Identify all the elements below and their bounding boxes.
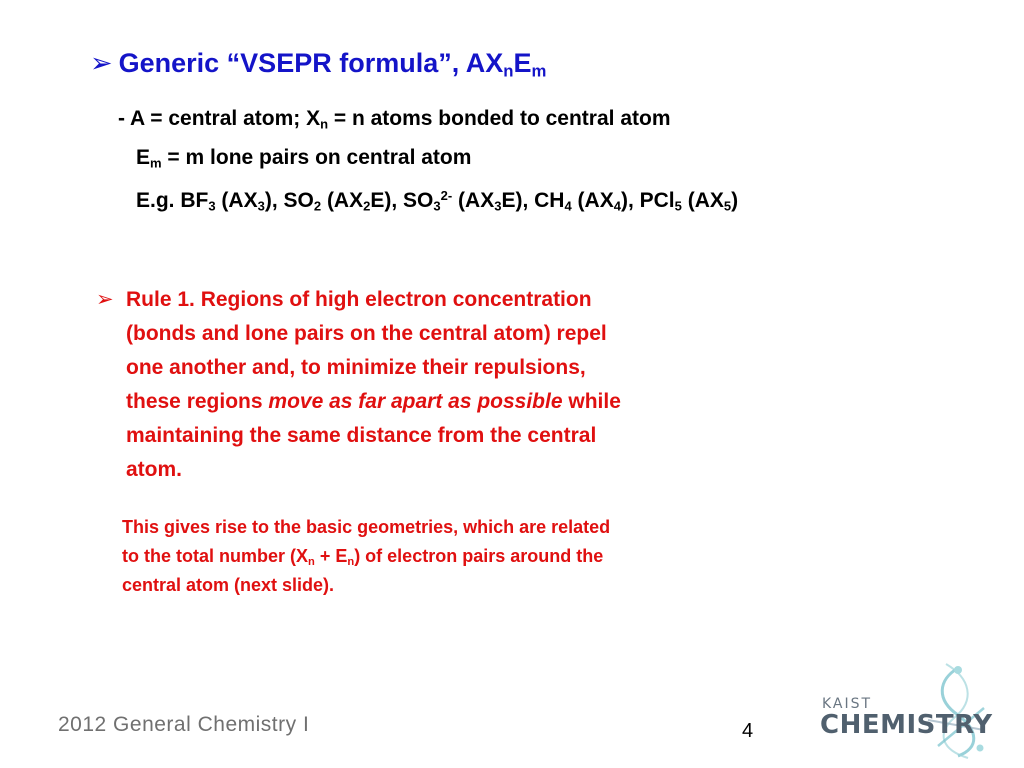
rule-line: maintaining the same distance from the central bbox=[126, 424, 597, 447]
rule-line4-a: these regions bbox=[126, 390, 269, 413]
slide-title bbox=[90, 48, 546, 79]
def1-sub: n bbox=[320, 116, 329, 132]
ex-text: ), SO bbox=[264, 189, 314, 212]
rule-line: Rule 1. Regions of high electron concentration bbox=[126, 288, 592, 311]
def1-text-b: = n atoms bonded to central atom bbox=[328, 107, 671, 130]
ex-sub: 3 bbox=[494, 198, 502, 214]
kaist-chemistry-logo bbox=[808, 660, 992, 760]
ex-sub: 5 bbox=[723, 198, 732, 214]
ex-text: ), PCl bbox=[620, 189, 675, 212]
definition-central-atom bbox=[118, 107, 671, 131]
title-sub-m: m bbox=[531, 61, 547, 81]
note-text: to the total number (X bbox=[122, 546, 308, 566]
geometry-note bbox=[122, 513, 842, 600]
rule-text bbox=[126, 283, 816, 487]
rule-line bbox=[126, 385, 816, 419]
note-sub: n bbox=[308, 556, 315, 569]
ex-text: E), SO bbox=[370, 189, 434, 212]
note-line: This gives rise to the basic geometries, which are related bbox=[122, 517, 611, 537]
ex-text: ) bbox=[731, 189, 739, 212]
definition-lone-pairs bbox=[136, 146, 471, 170]
title-e: E bbox=[513, 48, 532, 78]
course-footer: 2012 General Chemistry I bbox=[58, 713, 310, 736]
examples-line bbox=[136, 189, 738, 213]
ex-text: (AX bbox=[681, 189, 724, 212]
ex-sub: 3 bbox=[208, 198, 216, 214]
note-text: + E bbox=[314, 546, 348, 566]
arrow-bullet-icon: ➢ bbox=[90, 48, 113, 78]
ex-sub: 4 bbox=[613, 198, 621, 214]
logo-kaist-text: KAIST bbox=[822, 696, 873, 712]
logo-chemistry-text: CHEMISTRY bbox=[820, 710, 993, 740]
rule-emphasis: move as far apart as possible bbox=[268, 390, 563, 413]
def2-text-b: = m lone pairs on central atom bbox=[161, 146, 472, 169]
ex-text: (AX bbox=[321, 189, 364, 212]
title-sub-n: n bbox=[503, 61, 514, 81]
def1-text-a: - A = central atom; X bbox=[118, 107, 321, 130]
note-sub: n bbox=[347, 556, 355, 569]
rule-line: atom. bbox=[126, 458, 183, 481]
rule-line4-b: while bbox=[562, 390, 621, 413]
rule-line: (bonds and lone pairs on the central atom) repel bbox=[126, 322, 607, 345]
ex-sub: 3 bbox=[257, 198, 265, 214]
arrow-bullet-icon: ➢ bbox=[96, 288, 114, 311]
ex-sub: 2 bbox=[363, 198, 371, 214]
ex-text: (AX bbox=[215, 189, 258, 212]
rule-line: one another and, to minimize their repulsions, bbox=[126, 356, 586, 379]
ex-text: E.g. BF bbox=[136, 189, 209, 212]
note-line: central atom (next slide). bbox=[122, 575, 335, 595]
ex-text: (AX bbox=[452, 189, 495, 212]
def2-text-a: E bbox=[136, 146, 151, 169]
ex-sub: 5 bbox=[674, 198, 682, 214]
ex-sub: 3 bbox=[433, 198, 441, 214]
ex-sup: 2- bbox=[440, 187, 453, 203]
def2-sub: m bbox=[150, 155, 162, 171]
note-text: ) of electron pairs around the bbox=[354, 546, 604, 566]
rule-1-paragraph bbox=[96, 283, 816, 487]
ex-text: E), CH bbox=[501, 189, 565, 212]
ex-sub: 2 bbox=[313, 198, 322, 214]
note-line bbox=[122, 542, 842, 571]
page-number: 4 bbox=[742, 720, 754, 742]
title-text: Generic “VSEPR formula”, AX bbox=[118, 48, 504, 78]
ex-text: (AX bbox=[571, 189, 614, 212]
ex-sub: 4 bbox=[564, 198, 572, 214]
